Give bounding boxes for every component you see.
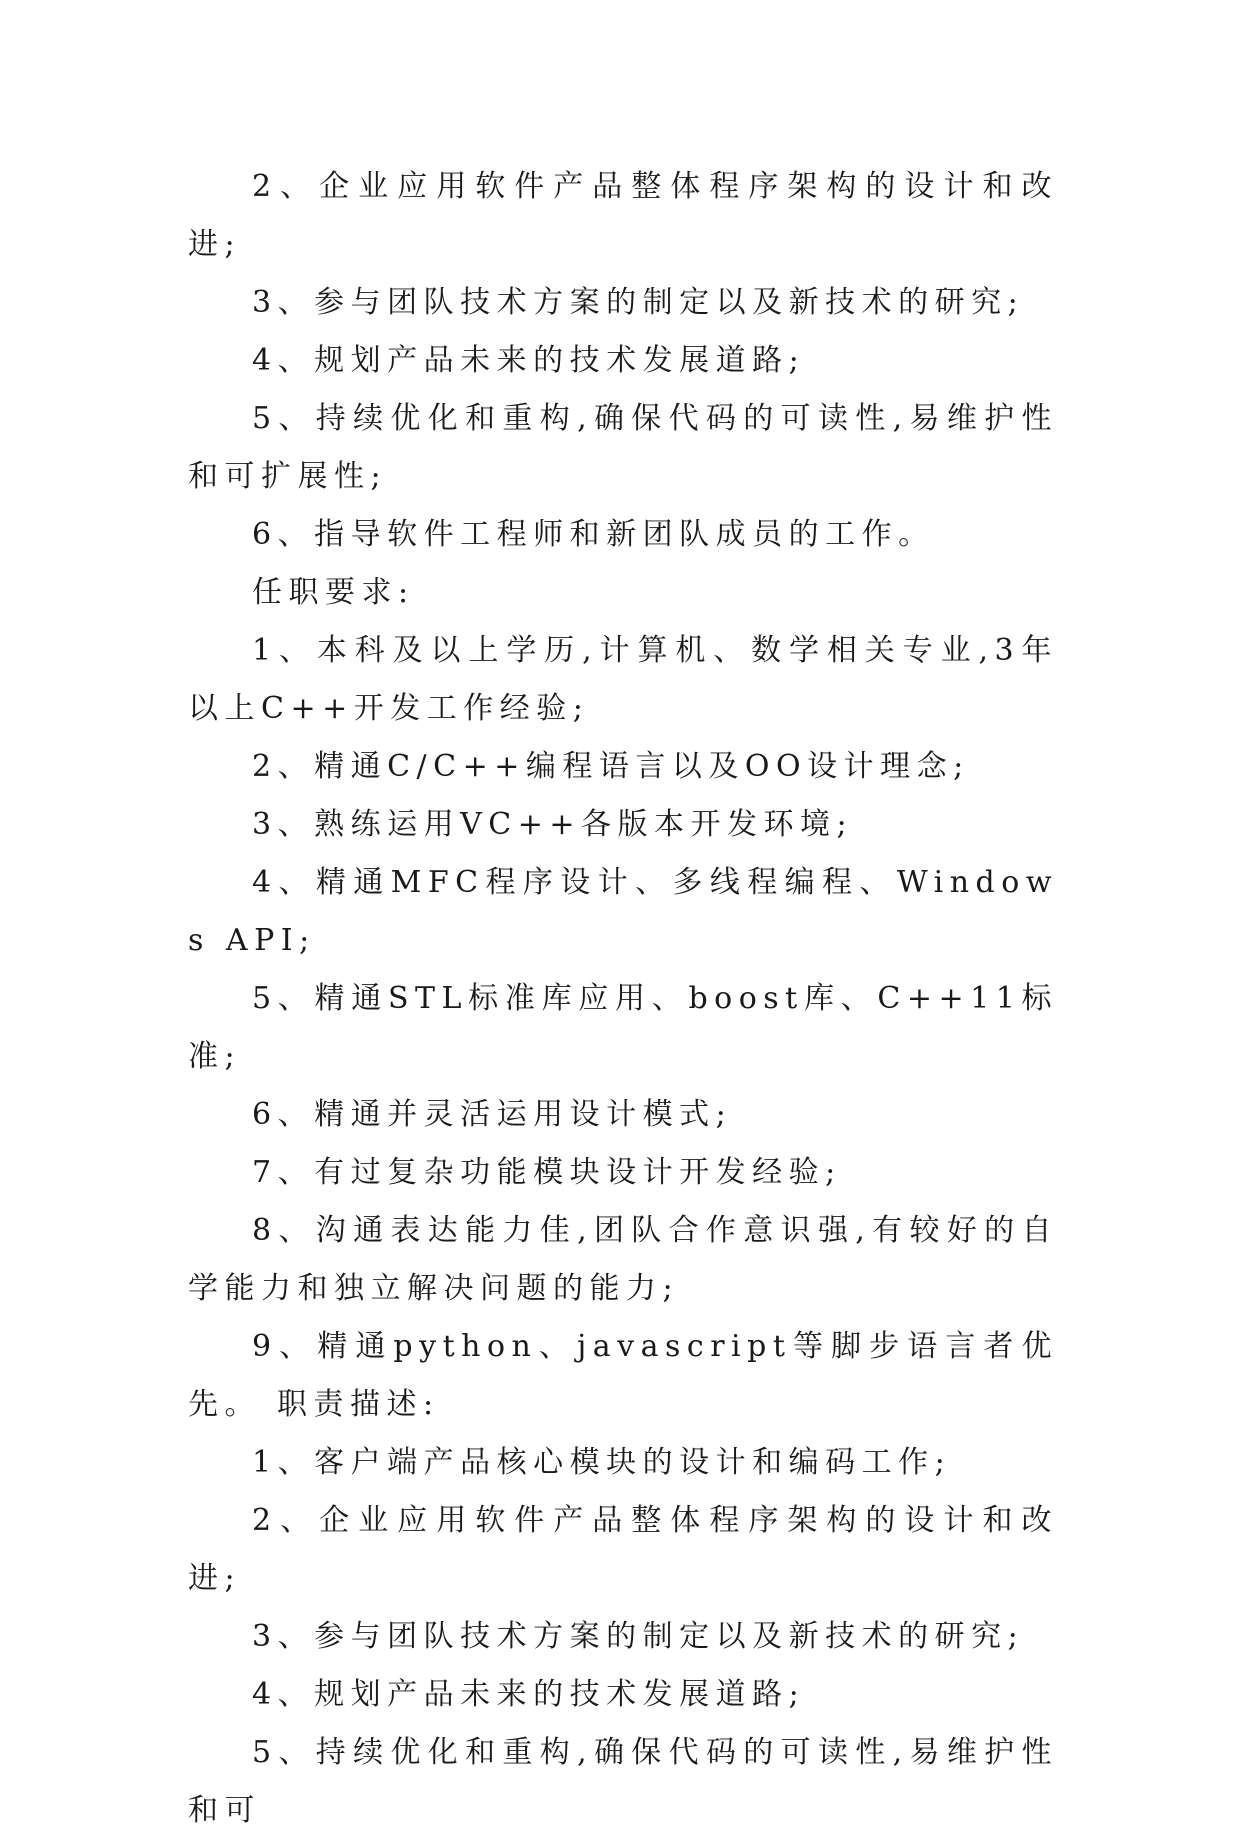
paragraph-18: 3、参与团队技术方案的制定以及新技术的研究; xyxy=(252,1619,1025,1654)
paragraph-4: 5、持续优化和重构,确保代码的可读性,易维护性和可扩展性; xyxy=(188,401,1058,494)
paragraph-9: 3、熟练运用VC++各版本开发环境; xyxy=(252,807,854,842)
paragraph-20: 5、持续优化和重构,确保代码的可读性,易维护性和可 xyxy=(188,1735,1058,1828)
document-body xyxy=(188,158,1058,1840)
paragraph-11: 5、精通STL标准库应用、boost库、C++11标准; xyxy=(188,981,1058,1074)
paragraph-16: 1、客户端产品核心模块的设计和编码工作; xyxy=(252,1445,952,1480)
paragraph-7: 1、本科及以上学历,计算机、数学相关专业,3年以上C++开发工作经验; xyxy=(188,633,1058,726)
paragraph-1: 2、企业应用软件产品整体程序架构的设计和改进; xyxy=(188,169,1058,262)
paragraph-3: 4、规划产品未来的技术发展道路; xyxy=(252,343,806,378)
paragraph-14: 8、沟通表达能力佳,团队合作意识强,有较好的自学能力和独立解决问题的能力; xyxy=(188,1213,1058,1306)
paragraph-15: 9、精通python、javascript等脚步语言者优先。 职责描述: xyxy=(188,1329,1058,1422)
paragraph-10: 4、精通MFC程序设计、多线程编程、Windows API; xyxy=(188,865,1058,958)
paragraph-12: 6、精通并灵活运用设计模式; xyxy=(252,1097,733,1132)
paragraph-2: 3、参与团队技术方案的制定以及新技术的研究; xyxy=(252,285,1025,320)
section-heading-requirements: 任职要求: xyxy=(252,575,415,610)
paragraph-5: 6、指导软件工程师和新团队成员的工作。 xyxy=(252,517,935,552)
paragraph-13: 7、有过复杂功能模块设计开发经验; xyxy=(252,1155,842,1190)
paragraph-8: 2、精通C/C++编程语言以及OO设计理念; xyxy=(252,749,970,784)
paragraph-17: 2、企业应用软件产品整体程序架构的设计和改进; xyxy=(188,1503,1058,1596)
paragraph-19: 4、规划产品未来的技术发展道路; xyxy=(252,1677,806,1712)
